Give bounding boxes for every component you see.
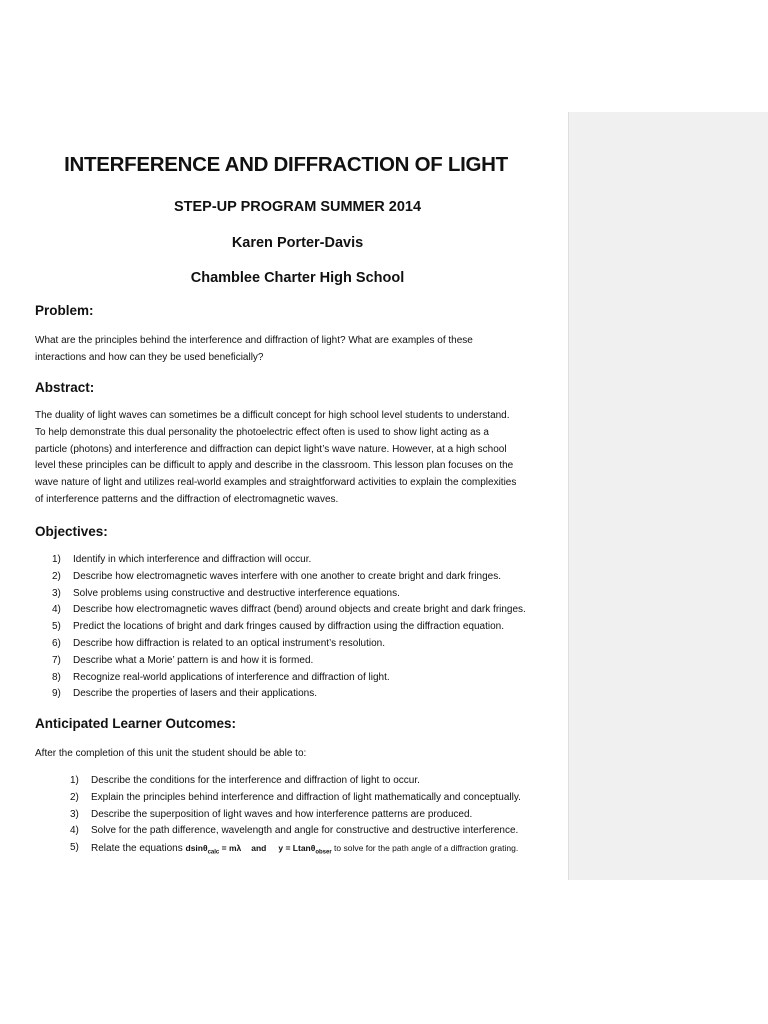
list-item: 2) Describe how electromagnetic waves interfere with one another to create bright and dark fringes. <box>52 570 502 582</box>
abstract-line: of interference patterns and the diffraction of electromagnetic waves. <box>35 493 339 505</box>
document-title: INTERFERENCE AND DIFFRACTION OF LIGHT <box>64 153 508 176</box>
list-item: 6) Describe how diffraction is related to an optical instrument’s resolution. <box>52 637 386 649</box>
list-item: 1) Describe the conditions for the interference and diffraction of light to occur. <box>70 775 420 786</box>
list-item: 5) Predict the locations of bright and dark fringes caused by diffraction using the diffraction equation. <box>52 621 505 633</box>
list-item: 4) Solve for the path difference, wavelength and angle for constructive and destructive interference. <box>70 825 519 837</box>
problem-line: interactions and how can they be used beneficially? <box>35 351 264 363</box>
problem-heading: Problem: <box>35 303 94 318</box>
abstract-line: To help demonstrate this dual personality the photoelectric effect often is used to show light acting as a <box>35 426 489 438</box>
objectives-list <box>52 552 526 703</box>
comment-margin-pane <box>568 112 768 880</box>
abstract-line: wave nature of light and utilizes real-world examples and straightforward activities to explain the complexities <box>35 477 517 489</box>
list-item: 4) Describe how electromagnetic waves diffract (bend) around objects and create bright and dark fringes. <box>52 604 526 616</box>
equation-position: y = Ltanθ$_{obser}$ <box>278 843 332 856</box>
list-item: 1) Identify in which interference and diffraction will occur. <box>52 554 312 565</box>
abstract-line: particle (photons) and interference and diffraction can depict light’s wave nature. However, at a high school <box>35 443 507 455</box>
school-name: Chamblee Charter High School <box>190 270 405 286</box>
list-item: 2) Explain the principles behind interference and diffraction of light mathematically and conceptually. <box>70 791 521 803</box>
problem-line: What are the principles behind the interference and diffraction of light? What are examples of these <box>35 335 473 346</box>
problem-text <box>35 333 560 367</box>
equation-diffraction: dsinθ$_{calc}$ = mλ <box>185 843 242 856</box>
list-item: 5) Relate the equations dsinθ$_{calc}$ = mλ and y = Ltanθ$_{obser}$ to solve for the path angle of a diffraction grating. <box>70 842 519 856</box>
list-item: 3) Describe the superposition of light waves and how interference patterns are produced. <box>70 808 473 820</box>
outcomes-heading: Anticipated Learner Outcomes: <box>35 716 237 731</box>
outcomes-intro: After the completion of this unit the student should be able to: <box>35 748 307 759</box>
abstract-text <box>35 408 560 509</box>
program-subtitle: STEP-UP PROGRAM SUMMER 2014 <box>173 199 422 215</box>
objectives-heading: Objectives: <box>35 524 108 539</box>
abstract-heading: Abstract: <box>35 380 95 395</box>
author-name: Karen Porter-Davis <box>231 235 364 251</box>
list-item: 8) Recognize real-world applications of interference and diffraction of light. <box>52 671 390 683</box>
list-item: 7) Describe what a Morie’ pattern is and how it is formed. <box>52 654 314 666</box>
list-item: 9) Describe the properties of lasers and their applications. <box>52 688 318 700</box>
list-item: 3) Solve problems using constructive and destructive interference equations. <box>52 587 400 599</box>
abstract-line: The duality of light waves can sometimes be a difficult concept for high school level students to understand. <box>35 410 510 421</box>
abstract-line: level these principles can be difficult to apply and describe in the classroom. This lesson plan focuses on the <box>35 460 514 472</box>
outcomes-list <box>70 773 521 862</box>
